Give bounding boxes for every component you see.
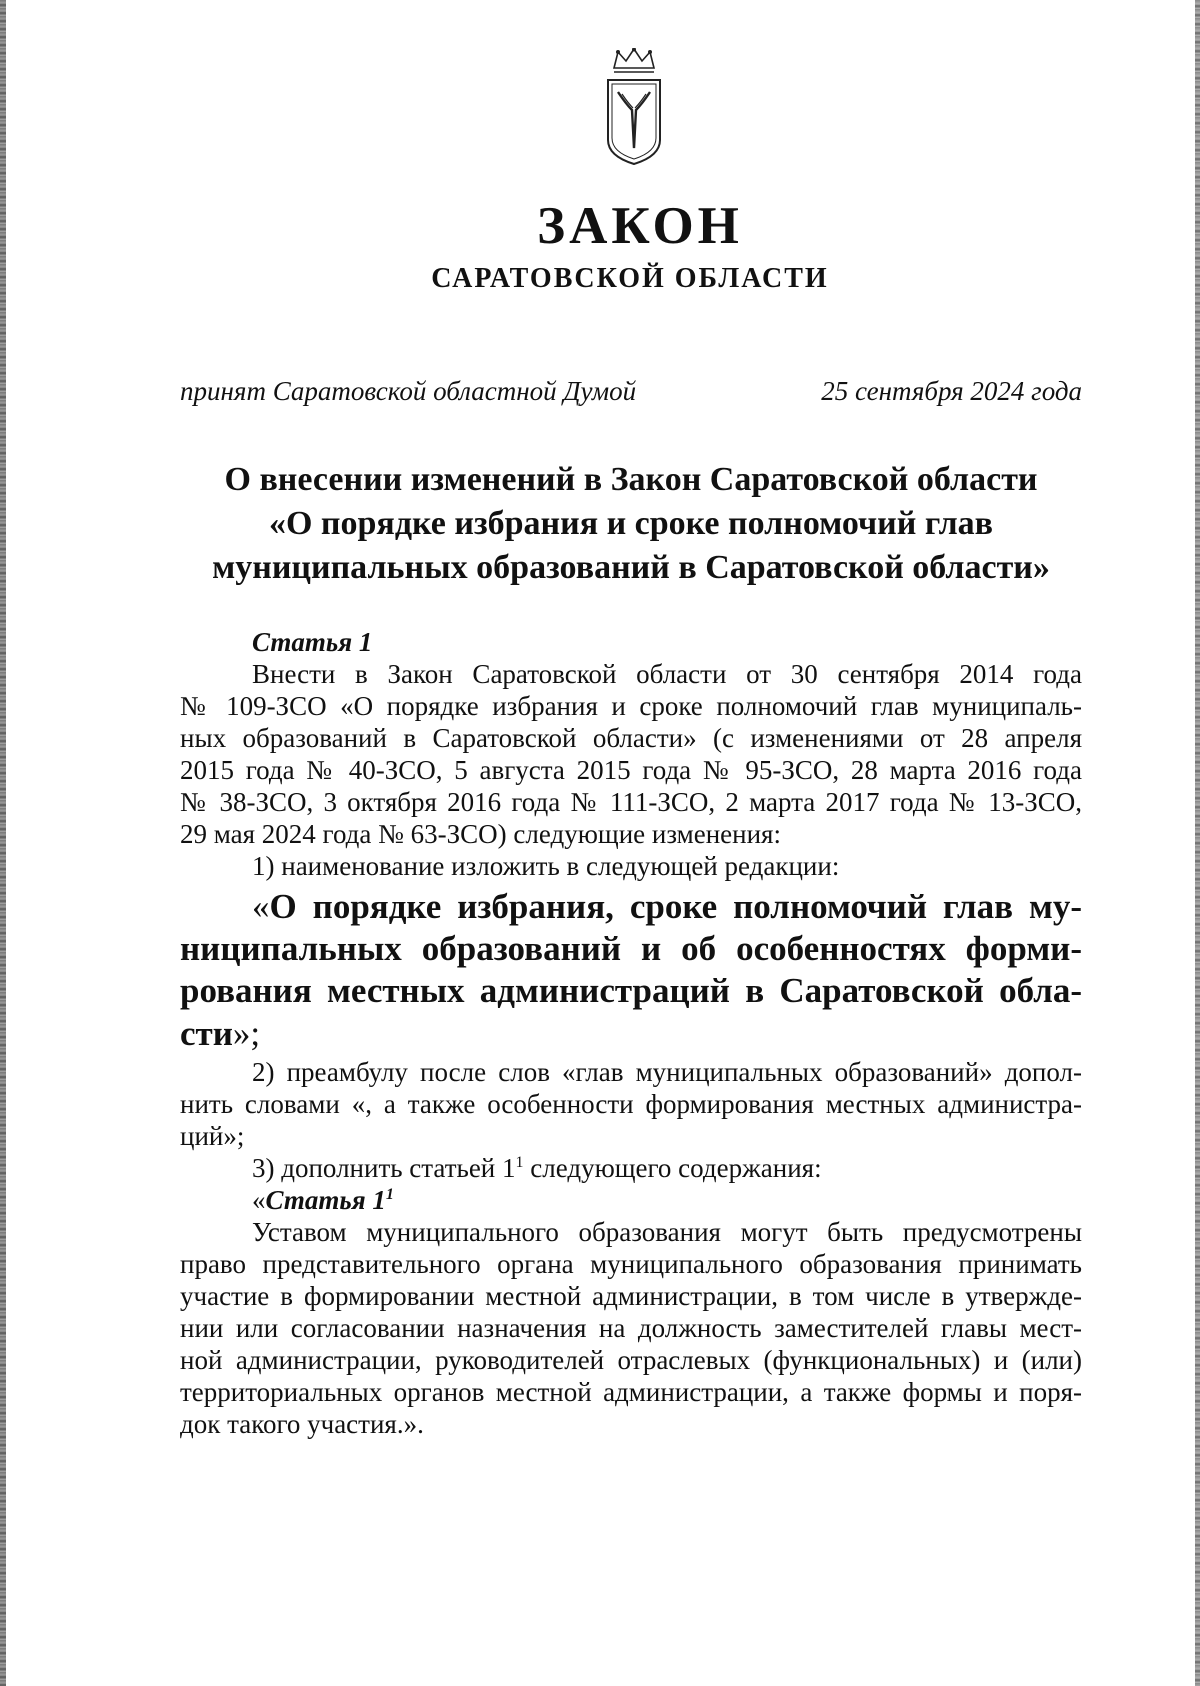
- body-line: № 109-ЗСО «О порядке избрания и сроке полномочий глав муниципаль-: [180, 691, 1082, 721]
- document-body: [180, 626, 1082, 1440]
- item-2-line: ций»;: [180, 1121, 245, 1151]
- document-subtitle: САРАТОВСКОЙ ОБЛАСТИ: [431, 263, 829, 294]
- body-line: Внести в Закон Саратовской области от 30 сентября 2014 года: [252, 659, 1082, 689]
- article-1-1-heading: «Статья $1^1$: [252, 1185, 394, 1215]
- body-line: 29 мая 2024 года № 63-ЗСО) следующие изменения:: [180, 819, 781, 849]
- law-title: [180, 458, 1082, 590]
- body-line: 2015 года № 40-ЗСО, 5 августа 2015 года № 95-ЗСО, 28 марта 2016 года: [180, 755, 1082, 785]
- article-1-1-line: участие в формировании местной администрации, в том числе в утвержде-: [180, 1281, 1082, 1311]
- saratov-coat-of-arms-emblem: [600, 48, 668, 168]
- body-line: № 38-ЗСО, 3 октября 2016 года № 111-ЗСО, 2 марта 2017 года № 13-ЗСО,: [180, 787, 1082, 817]
- article-1-1-line: ной администрации, руководителей отраслевых (функциональных) и (или): [180, 1345, 1082, 1375]
- law-title-line: «О порядке избрания и сроке полномочий глав: [268, 505, 994, 542]
- new-name-tail: »;: [232, 1014, 261, 1053]
- open-quote: «: [252, 887, 270, 926]
- article-1-1-line: док такого участия.».: [180, 1409, 424, 1439]
- new-name-line: рования местных администраций в Саратовской обла-: [180, 971, 1082, 1010]
- new-name-text: О порядке избрания, сроке полномочий глав му-: [269, 887, 1082, 926]
- article-1-1-line: право представительного органа муниципального образования принимать: [180, 1249, 1082, 1279]
- open-quote: «: [252, 1185, 266, 1215]
- document-title: ЗАКОН: [537, 197, 743, 255]
- article-1-1-line: территориальных органов местной администрации, а также формы и поря-: [180, 1377, 1082, 1407]
- law-title-line: О внесении изменений в Закон Саратовской области: [224, 461, 1038, 498]
- item-2-line: нить словами «, а также особенности формирования местных администра-: [180, 1089, 1082, 1119]
- new-name-line: ниципальных образований и об особенностях форми-: [180, 929, 1082, 968]
- new-name-end: сти: [180, 1014, 233, 1053]
- law-title-line: муниципальных образований в Саратовской области»: [212, 549, 1050, 586]
- item-3: 3) дополнить статьей $1^1$ следующего содержания:: [252, 1153, 822, 1183]
- article-1-1-line: Уставом муниципального образования могут быть предусмотрены: [252, 1217, 1082, 1247]
- body-line: ных образований в Саратовской области» (с изменениями от 28 апреля: [180, 723, 1082, 753]
- new-name-line: [180, 1012, 1082, 1056]
- new-name-line: [180, 886, 1082, 928]
- adoption-date: 25 сентября 2024 года: [821, 376, 1082, 406]
- article-1-heading: Статья 1: [252, 627, 373, 657]
- item-2-line: 2) преамбулу после слов «глав муниципальных образований» допол-: [252, 1057, 1082, 1087]
- superscript: 1: [515, 1154, 524, 1171]
- item-1: 1) наименование изложить в следующей редакции:: [252, 851, 840, 881]
- article-1-1-line: нии или согласовании назначения на должность заместителей главы мест-: [180, 1313, 1082, 1343]
- adopted-by: принят Саратовской областной Думой: [180, 376, 637, 406]
